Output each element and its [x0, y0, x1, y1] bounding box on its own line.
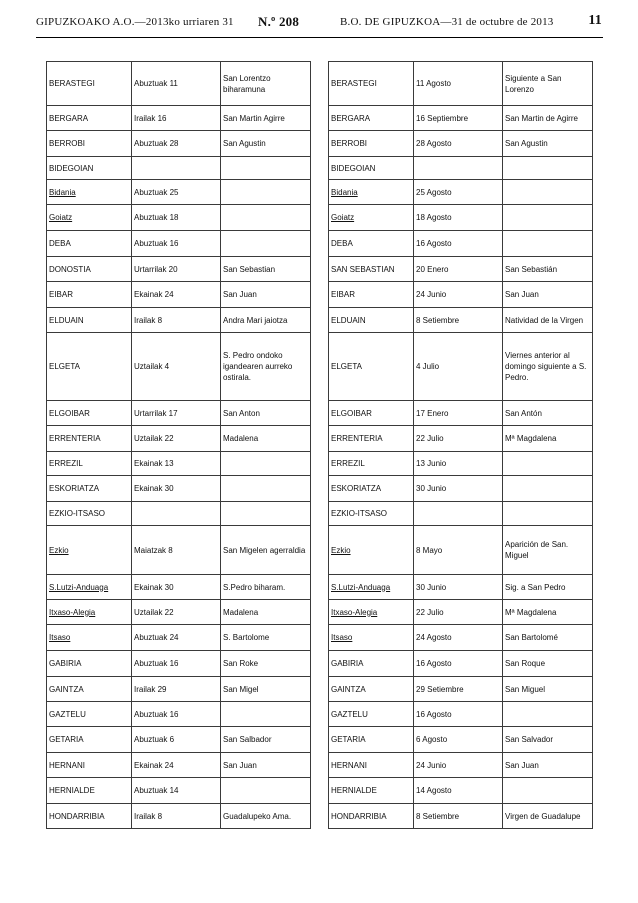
town-cell: EZKIO-ITSASO — [47, 502, 132, 526]
feast-cell — [221, 452, 311, 476]
table-row — [47, 651, 311, 677]
table-row — [47, 727, 311, 753]
feast-cell: San Roque — [503, 651, 593, 677]
town-cell: SAN SEBASTIAN — [329, 257, 414, 282]
date-cell: 6 Agosto — [414, 727, 503, 753]
town-cell: HONDARRIBIA — [47, 804, 132, 829]
date-cell: Uztailak 22 — [132, 600, 221, 625]
feast-cell: S.Pedro biharam. — [221, 575, 311, 600]
feast-cell: San Migelen agerraldia — [221, 526, 311, 575]
header-center-title: B.O. DE GIPUZKOA—31 de octubre de 2013 — [340, 16, 554, 28]
town-cell: BERGARA — [329, 106, 414, 131]
table-row — [47, 600, 311, 625]
town-cell: DEBA — [329, 231, 414, 257]
date-cell: 24 Junio — [414, 282, 503, 308]
feast-cell — [503, 231, 593, 257]
town-cell: GABIRIA — [329, 651, 414, 677]
table-spanish-body — [329, 62, 593, 829]
town-cell: Itxaso-Alegia — [47, 600, 132, 625]
date-cell: 30 Junio — [414, 575, 503, 600]
date-cell: Abuztuak 16 — [132, 231, 221, 257]
table-row — [329, 180, 593, 205]
town-cell: Ezkio — [329, 526, 414, 575]
table-row — [47, 231, 311, 257]
feast-cell: San Antón — [503, 401, 593, 426]
table-row — [47, 575, 311, 600]
town-cell: Itxaso-Alegia — [329, 600, 414, 625]
feast-cell: Siguiente a San Lorenzo — [503, 62, 593, 106]
feast-cell: San Martin de Agirre — [503, 106, 593, 131]
table-row — [329, 702, 593, 727]
date-cell: 24 Junio — [414, 753, 503, 778]
town-cell: HERNIALDE — [329, 778, 414, 804]
table-row — [329, 727, 593, 753]
town-cell: ESKORIATZA — [329, 476, 414, 502]
town-cell: GAINTZA — [47, 677, 132, 702]
town-cell: S.Lutzi-Anduaga — [329, 575, 414, 600]
table-row — [329, 131, 593, 157]
date-cell: Abuztuak 16 — [132, 651, 221, 677]
date-cell: Abuztuak 28 — [132, 131, 221, 157]
date-cell: 13 Junio — [414, 452, 503, 476]
town-cell: ELGETA — [329, 333, 414, 401]
town-cell: ESKORIATZA — [47, 476, 132, 502]
date-cell — [414, 502, 503, 526]
date-cell: Uztailak 22 — [132, 426, 221, 452]
feast-cell: San Salvador — [503, 727, 593, 753]
table-row — [329, 308, 593, 333]
town-cell: BIDEGOIAN — [329, 157, 414, 180]
feast-cell — [221, 157, 311, 180]
table-row — [47, 205, 311, 231]
table-row — [329, 526, 593, 575]
feast-cell — [503, 452, 593, 476]
table-row — [329, 257, 593, 282]
town-cell: GETARIA — [47, 727, 132, 753]
town-cell: ERRENTERIA — [47, 426, 132, 452]
feast-cell — [503, 702, 593, 727]
town-cell: BERASTEGI — [329, 62, 414, 106]
table-row — [47, 333, 311, 401]
table-row — [329, 502, 593, 526]
table-row — [47, 677, 311, 702]
feast-cell: San Juan — [503, 282, 593, 308]
town-cell: BERROBI — [47, 131, 132, 157]
table-row — [329, 753, 593, 778]
page-header — [36, 13, 602, 34]
feast-cell: San Bartolomé — [503, 625, 593, 651]
feast-cell: Madalena — [221, 600, 311, 625]
table-row — [329, 205, 593, 231]
feast-cell — [221, 502, 311, 526]
date-cell: Ekainak 30 — [132, 476, 221, 502]
feast-cell — [503, 157, 593, 180]
feast-cell: San Roke — [221, 651, 311, 677]
date-cell: Irailak 16 — [132, 106, 221, 131]
date-cell: 16 Agosto — [414, 231, 503, 257]
date-cell: 16 Agosto — [414, 702, 503, 727]
feast-cell — [221, 702, 311, 727]
table-row — [47, 62, 311, 106]
table-row — [329, 452, 593, 476]
date-cell: Irailak 8 — [132, 804, 221, 829]
feast-cell: San Miguel — [503, 677, 593, 702]
town-cell: Goiatz — [329, 205, 414, 231]
town-cell: Itsaso — [329, 625, 414, 651]
table-row — [47, 452, 311, 476]
date-cell: 14 Agosto — [414, 778, 503, 804]
table-row — [329, 677, 593, 702]
table-row — [47, 401, 311, 426]
table-row — [329, 600, 593, 625]
town-cell: GABIRIA — [47, 651, 132, 677]
table-basque-body — [47, 62, 311, 829]
table-row — [329, 157, 593, 180]
date-cell: 11 Agosto — [414, 62, 503, 106]
date-cell — [132, 157, 221, 180]
feast-cell: San Sebastian — [221, 257, 311, 282]
date-cell: 17 Enero — [414, 401, 503, 426]
town-cell: GETARIA — [329, 727, 414, 753]
town-cell: DONOSTIA — [47, 257, 132, 282]
town-cell: BIDEGOIAN — [47, 157, 132, 180]
table-row — [47, 625, 311, 651]
town-cell: ERREZIL — [47, 452, 132, 476]
town-cell: EIBAR — [329, 282, 414, 308]
table-row — [47, 804, 311, 829]
date-cell: Abuztuak 14 — [132, 778, 221, 804]
date-cell: 20 Enero — [414, 257, 503, 282]
date-cell: 22 Julio — [414, 426, 503, 452]
feast-cell — [221, 778, 311, 804]
town-cell: GAZTELU — [47, 702, 132, 727]
date-cell: 29 Setiembre — [414, 677, 503, 702]
date-cell — [132, 502, 221, 526]
date-cell: Urtarrilak 20 — [132, 257, 221, 282]
feast-cell: Aparición de San. Miguel — [503, 526, 593, 575]
header-left-title: GIPUZKOAKO A.O.—2013ko urriaren 31 — [36, 16, 234, 28]
town-cell: ERREZIL — [329, 452, 414, 476]
date-cell: 30 Junio — [414, 476, 503, 502]
town-cell: BERGARA — [47, 106, 132, 131]
table-row — [329, 333, 593, 401]
header-rule — [36, 37, 603, 38]
feast-cell: San Sebastián — [503, 257, 593, 282]
town-cell: HERNANI — [47, 753, 132, 778]
date-cell: 25 Agosto — [414, 180, 503, 205]
table-row — [47, 426, 311, 452]
feast-cell: Sig. a San Pedro — [503, 575, 593, 600]
table-row — [47, 157, 311, 180]
date-cell: Abuztuak 6 — [132, 727, 221, 753]
town-cell: HONDARRIBIA — [329, 804, 414, 829]
town-cell: Goiatz — [47, 205, 132, 231]
feast-cell: Madalena — [221, 426, 311, 452]
town-cell: HERNIALDE — [47, 778, 132, 804]
town-cell: EIBAR — [47, 282, 132, 308]
date-cell: Uztailak 4 — [132, 333, 221, 401]
table-row — [47, 502, 311, 526]
page-number: 11 — [588, 13, 602, 28]
town-cell: EZKIO-ITSASO — [329, 502, 414, 526]
feast-cell: Andra Mari jaiotza — [221, 308, 311, 333]
feast-cell: San Salbador — [221, 727, 311, 753]
date-cell: 8 Setiembre — [414, 804, 503, 829]
date-cell: 8 Setiembre — [414, 308, 503, 333]
table-row — [329, 476, 593, 502]
table-row — [47, 476, 311, 502]
date-cell: Abuztuak 18 — [132, 205, 221, 231]
feast-cell: S. Pedro ondoko igandearen aurreko ostirala. — [221, 333, 311, 401]
feast-cell — [221, 180, 311, 205]
date-cell: 16 Agosto — [414, 651, 503, 677]
table-row — [47, 526, 311, 575]
feast-cell: S. Bartolome — [221, 625, 311, 651]
date-cell: Abuztuak 16 — [132, 702, 221, 727]
town-cell: DEBA — [47, 231, 132, 257]
town-cell: Ezkio — [47, 526, 132, 575]
table-row — [47, 106, 311, 131]
town-cell: Bidania — [329, 180, 414, 205]
feast-cell: Virgen de Guadalupe — [503, 804, 593, 829]
date-cell: 24 Agosto — [414, 625, 503, 651]
feast-cell: San Juan — [503, 753, 593, 778]
feast-cell: Mª Magdalena — [503, 426, 593, 452]
table-row — [47, 753, 311, 778]
town-cell: ERRENTERIA — [329, 426, 414, 452]
feast-cell — [221, 476, 311, 502]
table-row — [329, 62, 593, 106]
date-cell — [414, 157, 503, 180]
feast-cell: Guadalupeko Ama. — [221, 804, 311, 829]
feast-cell — [221, 231, 311, 257]
date-cell: Urtarrilak 17 — [132, 401, 221, 426]
feast-cell: San Anton — [221, 401, 311, 426]
table-row — [47, 702, 311, 727]
feast-cell — [503, 180, 593, 205]
table-row — [329, 231, 593, 257]
date-cell: 18 Agosto — [414, 205, 503, 231]
table-row — [47, 180, 311, 205]
date-cell: Abuztuak 11 — [132, 62, 221, 106]
feast-cell: San Agustin — [503, 131, 593, 157]
town-cell: ELDUAIN — [47, 308, 132, 333]
town-cell: BERROBI — [329, 131, 414, 157]
table-row — [47, 257, 311, 282]
date-cell: Abuztuak 25 — [132, 180, 221, 205]
table-row — [329, 575, 593, 600]
date-cell: 4 Julio — [414, 333, 503, 401]
date-cell: Ekainak 24 — [132, 282, 221, 308]
date-cell: 8 Mayo — [414, 526, 503, 575]
table-row — [47, 308, 311, 333]
feast-cell: San Martin Agirre — [221, 106, 311, 131]
town-cell: ELGOIBAR — [47, 401, 132, 426]
table-row — [329, 282, 593, 308]
date-cell: Irailak 8 — [132, 308, 221, 333]
date-cell: Ekainak 24 — [132, 753, 221, 778]
feast-cell: San Lorentzo biharamuna — [221, 62, 311, 106]
table-row — [329, 106, 593, 131]
feast-cell: San Migel — [221, 677, 311, 702]
date-cell: 28 Agosto — [414, 131, 503, 157]
table-row — [47, 778, 311, 804]
feast-cell: Natividad de la Virgen — [503, 308, 593, 333]
town-cell: GAZTELU — [329, 702, 414, 727]
town-cell: ELDUAIN — [329, 308, 414, 333]
table-row — [329, 778, 593, 804]
town-cell: ELGETA — [47, 333, 132, 401]
feast-cell — [503, 778, 593, 804]
table-row — [329, 625, 593, 651]
feast-cell — [221, 205, 311, 231]
issue-number: N.º 208 — [258, 14, 300, 29]
date-cell: Ekainak 30 — [132, 575, 221, 600]
table-row — [329, 426, 593, 452]
town-cell: BERASTEGI — [47, 62, 132, 106]
date-cell: 22 Julio — [414, 600, 503, 625]
date-cell: Ekainak 13 — [132, 452, 221, 476]
date-cell: Irailak 29 — [132, 677, 221, 702]
table-row — [47, 282, 311, 308]
town-cell: ELGOIBAR — [329, 401, 414, 426]
town-cell: GAINTZA — [329, 677, 414, 702]
date-cell: 16 Septiembre — [414, 106, 503, 131]
town-cell: Bidania — [47, 180, 132, 205]
town-cell: Itsaso — [47, 625, 132, 651]
town-cell: S.Lutzi-Anduaga — [47, 575, 132, 600]
table-row — [329, 401, 593, 426]
feast-cell — [503, 205, 593, 231]
table-row — [329, 804, 593, 829]
table-row — [329, 651, 593, 677]
feast-cell: Mª Magdalena — [503, 600, 593, 625]
table-row — [47, 131, 311, 157]
table-basque — [46, 61, 311, 829]
feast-cell — [503, 502, 593, 526]
feast-cell — [503, 476, 593, 502]
feast-cell: San Juan — [221, 282, 311, 308]
date-cell: Abuztuak 24 — [132, 625, 221, 651]
date-cell: Maiatzak 8 — [132, 526, 221, 575]
table-spanish — [328, 61, 593, 829]
feast-cell: Viernes anterior al domingo siguiente a S. Pedro. — [503, 333, 593, 401]
town-cell: HERNANI — [329, 753, 414, 778]
feast-cell: San Juan — [221, 753, 311, 778]
feast-cell: San Agustin — [221, 131, 311, 157]
